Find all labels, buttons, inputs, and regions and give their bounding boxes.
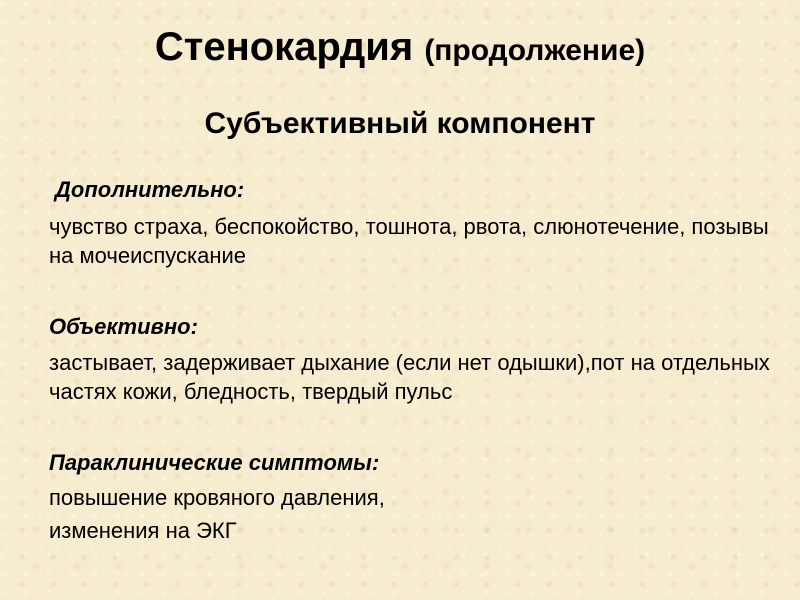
section-text-objective: застывает, задерживает дыхание (если нет одышки),пот на отдельных частях кожи, бледность, твердый пульс — [49, 350, 770, 404]
slide-subtitle: Субъективный компонент — [204, 107, 596, 140]
section-heading-objective: Объективно: — [49, 314, 198, 339]
section-heading-additional: Дополнительно: — [55, 177, 245, 202]
title-suffix: (продолжение) — [424, 34, 646, 67]
section-text-additional: чувство страха, беспокойство, тошнота, рвота, слюнотечение, позывы на мочеиспускание — [49, 214, 769, 268]
paraclinical-item: изменения на ЭКГ — [49, 518, 237, 543]
title-main: Стенокардия — [154, 25, 414, 69]
slide-title — [0, 22, 800, 76]
section-heading-paraclinical: Параклинические симптомы: — [49, 450, 380, 475]
paraclinical-item: повышение кровяного давления, — [49, 485, 385, 510]
